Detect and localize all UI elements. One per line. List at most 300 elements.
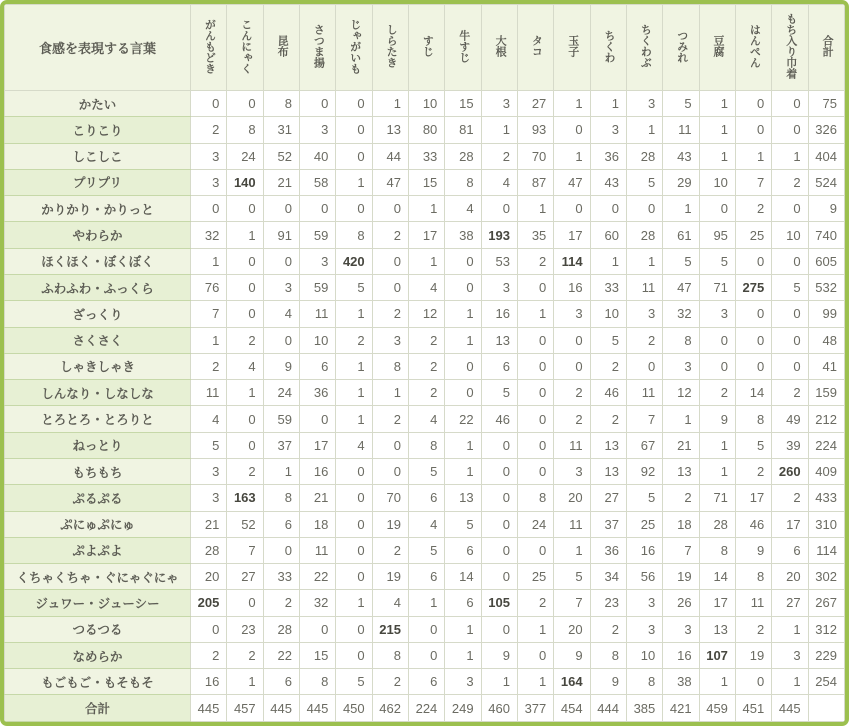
data-cell: 7 [663,537,699,563]
table-row [5,91,845,117]
column-header-label: 合計 [821,35,834,57]
data-cell: 2 [772,169,808,195]
data-cell: 18 [299,511,335,537]
data-cell: 71 [699,485,735,511]
data-cell: 5 [590,327,626,353]
data-cell: 28 [626,143,662,169]
row-label: ほくほく・ぼくぼく [5,248,191,274]
data-cell: 1 [517,616,553,642]
data-cell: 76 [191,274,227,300]
data-cell: 6 [481,353,517,379]
data-cell: 0 [517,380,553,406]
column-header [735,5,771,91]
row-total-cell: 740 [808,222,844,248]
data-cell: 0 [336,196,372,222]
column-header-label: つみれ [675,29,688,63]
data-cell: 5 [408,458,444,484]
row-total-cell: 267 [808,590,844,616]
data-cell: 3 [299,248,335,274]
row-label: つるつる [5,616,191,642]
table-row [5,301,845,327]
row-label: こりこり [5,117,191,143]
column-header-label: タコ [530,35,543,57]
data-cell: 0 [554,327,590,353]
data-cell: 0 [517,274,553,300]
table-row [5,222,845,248]
data-cell: 0 [481,537,517,563]
data-cell: 2 [408,327,444,353]
row-total-cell: 224 [808,432,844,458]
data-cell: 37 [590,511,626,537]
data-cell: 8 [372,353,408,379]
data-cell: 10 [590,301,626,327]
data-cell: 0 [517,537,553,563]
table-row [5,458,845,484]
data-cell: 0 [481,196,517,222]
data-cell: 59 [263,406,299,432]
data-cell: 21 [263,169,299,195]
data-cell: 1 [554,91,590,117]
data-cell: 3 [663,353,699,379]
data-cell: 70 [517,143,553,169]
data-cell: 1 [372,91,408,117]
data-cell: 28 [626,222,662,248]
data-cell: 91 [263,222,299,248]
data-cell: 0 [299,406,335,432]
data-cell: 2 [372,537,408,563]
data-cell: 0 [263,248,299,274]
data-cell: 6 [408,669,444,695]
data-cell: 0 [227,301,263,327]
data-cell: 19 [663,564,699,590]
data-cell: 0 [445,248,481,274]
row-total-cell: 532 [808,274,844,300]
column-header-label: 豆腐 [712,35,725,57]
data-cell: 8 [336,222,372,248]
data-cell: 5 [626,169,662,195]
data-cell: 1 [590,91,626,117]
data-cell: 0 [336,143,372,169]
data-cell: 0 [517,406,553,432]
table-body [5,91,845,722]
data-cell: 22 [263,642,299,668]
data-cell: 24 [227,143,263,169]
data-cell: 0 [263,327,299,353]
row-total-cell: 404 [808,143,844,169]
row-label: ぷにゅぷにゅ [5,511,191,537]
data-cell: 13 [445,485,481,511]
data-cell: 451 [735,695,771,722]
data-cell: 17 [735,485,771,511]
row-total-cell: 524 [808,169,844,195]
data-cell: 32 [663,301,699,327]
column-header-label: ちくわ [603,29,616,63]
row-total-cell: 433 [808,485,844,511]
data-cell: 0 [699,353,735,379]
data-cell: 4 [408,406,444,432]
data-cell: 9 [735,537,771,563]
data-cell: 7 [191,301,227,327]
data-cell: 8 [299,669,335,695]
data-cell: 0 [481,432,517,458]
data-cell: 17 [699,590,735,616]
row-label: ふわふわ・ふっくら [5,274,191,300]
row-label: プリプリ [5,169,191,195]
data-cell: 46 [481,406,517,432]
data-cell: 21 [663,432,699,458]
data-cell: 3 [772,642,808,668]
data-cell: 0 [554,117,590,143]
data-cell: 3 [263,274,299,300]
data-cell: 377 [517,695,553,722]
data-cell: 0 [481,564,517,590]
data-cell: 0 [735,301,771,327]
data-cell: 0 [481,485,517,511]
data-cell: 1 [445,432,481,458]
row-label: もちもち [5,458,191,484]
data-cell: 0 [227,406,263,432]
data-cell: 3 [626,301,662,327]
data-cell: 460 [481,695,517,722]
table-row [5,327,845,353]
column-header [227,5,263,91]
data-cell: 92 [626,458,662,484]
data-cell: 2 [408,380,444,406]
data-cell: 1 [191,248,227,274]
data-cell: 5 [663,91,699,117]
data-cell: 38 [445,222,481,248]
data-cell: 445 [191,695,227,722]
data-cell: 2 [590,406,626,432]
data-cell: 6 [408,564,444,590]
data-cell: 59 [299,222,335,248]
data-cell: 2 [227,642,263,668]
data-cell: 1 [336,590,372,616]
data-cell: 31 [263,117,299,143]
data-cell: 0 [735,248,771,274]
data-cell: 4 [336,432,372,458]
data-cell: 13 [372,117,408,143]
column-header [554,5,590,91]
data-cell: 0 [336,537,372,563]
data-cell: 2 [735,458,771,484]
table-row [5,380,845,406]
data-cell: 1 [517,669,553,695]
data-cell: 21 [299,485,335,511]
data-cell: 32 [299,590,335,616]
data-cell: 8 [590,642,626,668]
data-cell: 10 [626,642,662,668]
data-cell: 450 [336,695,372,722]
texture-ingredient-table [4,4,845,722]
data-cell: 0 [227,196,263,222]
data-cell: 9 [481,642,517,668]
data-cell: 20 [191,564,227,590]
data-cell: 1 [336,406,372,432]
data-cell: 38 [663,669,699,695]
data-cell: 0 [372,274,408,300]
data-cell: 2 [517,590,553,616]
data-cell: 0 [336,117,372,143]
column-header [626,5,662,91]
data-cell: 25 [626,511,662,537]
data-cell: 3 [590,117,626,143]
row-total-cell: 99 [808,301,844,327]
data-cell: 81 [445,117,481,143]
column-header [481,5,517,91]
data-cell: 3 [191,458,227,484]
data-cell: 11 [735,590,771,616]
table-row [5,274,845,300]
data-cell: 1 [227,222,263,248]
data-cell: 2 [554,380,590,406]
data-cell: 1 [372,380,408,406]
column-header [517,5,553,91]
data-cell: 95 [699,222,735,248]
data-cell: 36 [590,537,626,563]
data-cell: 37 [263,432,299,458]
data-cell: 3 [299,117,335,143]
data-cell: 0 [626,353,662,379]
data-cell: 2 [227,458,263,484]
row-label: さくさく [5,327,191,353]
data-cell: 445 [772,695,808,722]
data-cell: 6 [445,537,481,563]
data-cell: 46 [590,380,626,406]
row-total-cell: 605 [808,248,844,274]
data-cell: 20 [554,616,590,642]
data-cell: 249 [445,695,481,722]
data-cell: 87 [517,169,553,195]
row-label: しこしこ [5,143,191,169]
data-cell: 1 [336,353,372,379]
data-cell: 140 [227,169,263,195]
row-label: かたい [5,91,191,117]
data-cell: 3 [554,301,590,327]
data-cell: 33 [408,143,444,169]
data-cell: 13 [699,616,735,642]
data-cell: 5 [408,537,444,563]
data-cell: 2 [554,406,590,432]
data-cell: 0 [191,91,227,117]
data-cell: 3 [372,327,408,353]
data-cell: 10 [408,91,444,117]
row-label: もごもご・もそもそ [5,669,191,695]
data-cell: 5 [772,274,808,300]
row-label: ジュワー・ジューシー [5,590,191,616]
data-cell: 205 [191,590,227,616]
data-cell: 12 [663,380,699,406]
data-cell: 80 [408,117,444,143]
data-cell: 15 [299,642,335,668]
total-row [5,695,845,722]
column-header-total [808,5,844,91]
data-cell: 1 [227,669,263,695]
data-cell: 1 [227,380,263,406]
row-label: なめらか [5,642,191,668]
data-cell: 2 [699,380,735,406]
table-header [5,5,845,91]
data-cell: 8 [699,537,735,563]
data-cell: 1 [554,537,590,563]
data-cell: 16 [663,642,699,668]
table-row [5,248,845,274]
data-cell: 0 [445,274,481,300]
data-cell: 0 [772,301,808,327]
table-row [5,432,845,458]
column-header [772,5,808,91]
data-cell: 0 [227,590,263,616]
data-cell: 8 [408,432,444,458]
data-cell: 0 [772,353,808,379]
data-cell: 0 [735,669,771,695]
table-row [5,143,845,169]
data-cell: 0 [699,196,735,222]
column-header [663,5,699,91]
data-cell: 1 [481,669,517,695]
data-cell: 0 [517,458,553,484]
data-cell: 40 [299,143,335,169]
data-cell: 13 [663,458,699,484]
column-header-label: がんもどき [203,18,216,74]
data-cell: 16 [481,301,517,327]
data-cell: 459 [699,695,735,722]
data-cell: 14 [445,564,481,590]
column-header [699,5,735,91]
data-cell: 0 [772,327,808,353]
data-cell: 0 [372,196,408,222]
data-cell: 6 [263,511,299,537]
data-cell: 8 [626,669,662,695]
data-cell: 462 [372,695,408,722]
data-cell: 1 [699,91,735,117]
row-total-cell: 75 [808,91,844,117]
data-cell: 107 [699,642,735,668]
row-total-cell: 159 [808,380,844,406]
data-cell: 7 [554,590,590,616]
data-cell: 0 [227,248,263,274]
data-cell: 1 [590,248,626,274]
data-cell: 6 [445,590,481,616]
data-cell: 0 [772,196,808,222]
data-cell: 1 [336,169,372,195]
data-cell: 454 [554,695,590,722]
data-cell: 24 [263,380,299,406]
data-cell: 1 [663,196,699,222]
data-cell: 1 [772,143,808,169]
data-cell: 59 [299,274,335,300]
data-cell: 3 [699,301,735,327]
corner-header: 食感を表現する言葉 [5,5,191,91]
data-cell: 1 [336,301,372,327]
column-header-label: じゃがいも [348,18,361,74]
data-cell: 0 [336,616,372,642]
data-cell: 70 [372,485,408,511]
data-cell: 17 [299,432,335,458]
data-cell: 1 [445,327,481,353]
data-cell: 23 [227,616,263,642]
data-cell: 47 [372,169,408,195]
data-cell: 445 [263,695,299,722]
data-cell: 5 [626,485,662,511]
data-cell: 13 [590,458,626,484]
data-cell: 10 [299,327,335,353]
data-cell: 10 [772,222,808,248]
data-cell: 53 [481,248,517,274]
data-cell: 5 [699,248,735,274]
column-header-label: ちくわぶ [639,24,652,68]
data-cell: 11 [626,380,662,406]
data-cell: 16 [626,537,662,563]
data-cell: 164 [554,669,590,695]
data-cell: 1 [408,196,444,222]
total-row-label: 合計 [5,695,191,722]
column-header [372,5,408,91]
data-cell: 4 [372,590,408,616]
data-cell: 11 [299,537,335,563]
row-label: ざっくり [5,301,191,327]
data-cell: 3 [626,590,662,616]
data-cell: 43 [590,169,626,195]
data-cell: 16 [554,274,590,300]
data-cell: 1 [481,117,517,143]
data-cell: 0 [735,353,771,379]
data-cell: 0 [372,248,408,274]
row-total-cell: 312 [808,616,844,642]
data-cell: 7 [626,406,662,432]
data-cell: 0 [336,485,372,511]
data-cell: 1 [408,590,444,616]
data-cell: 7 [735,169,771,195]
column-header [299,5,335,91]
data-cell: 8 [263,485,299,511]
data-cell: 193 [481,222,517,248]
data-cell: 14 [699,564,735,590]
column-header-label: 玉子 [566,35,579,57]
data-cell: 10 [699,169,735,195]
table-row [5,669,845,695]
data-cell: 22 [299,564,335,590]
data-cell: 5 [336,274,372,300]
data-cell: 0 [191,616,227,642]
data-cell: 27 [227,564,263,590]
data-cell: 6 [408,485,444,511]
data-cell: 1 [554,143,590,169]
data-cell: 3 [626,616,662,642]
data-cell: 0 [227,432,263,458]
table-row [5,590,845,616]
data-cell: 20 [554,485,590,511]
data-cell: 26 [663,590,699,616]
data-cell: 27 [590,485,626,511]
data-cell: 105 [481,590,517,616]
data-cell: 8 [663,327,699,353]
data-cell: 17 [408,222,444,248]
data-cell: 24 [517,511,553,537]
data-cell: 5 [445,511,481,537]
data-cell: 25 [517,564,553,590]
data-cell: 0 [554,353,590,379]
data-cell: 16 [191,669,227,695]
data-cell: 1 [699,458,735,484]
data-cell: 2 [372,222,408,248]
data-cell: 1 [626,248,662,274]
row-label: しんなり・しなしな [5,380,191,406]
column-header-label: 昆布 [276,35,289,57]
data-cell: 28 [263,616,299,642]
table-row [5,537,845,563]
data-cell: 33 [263,564,299,590]
